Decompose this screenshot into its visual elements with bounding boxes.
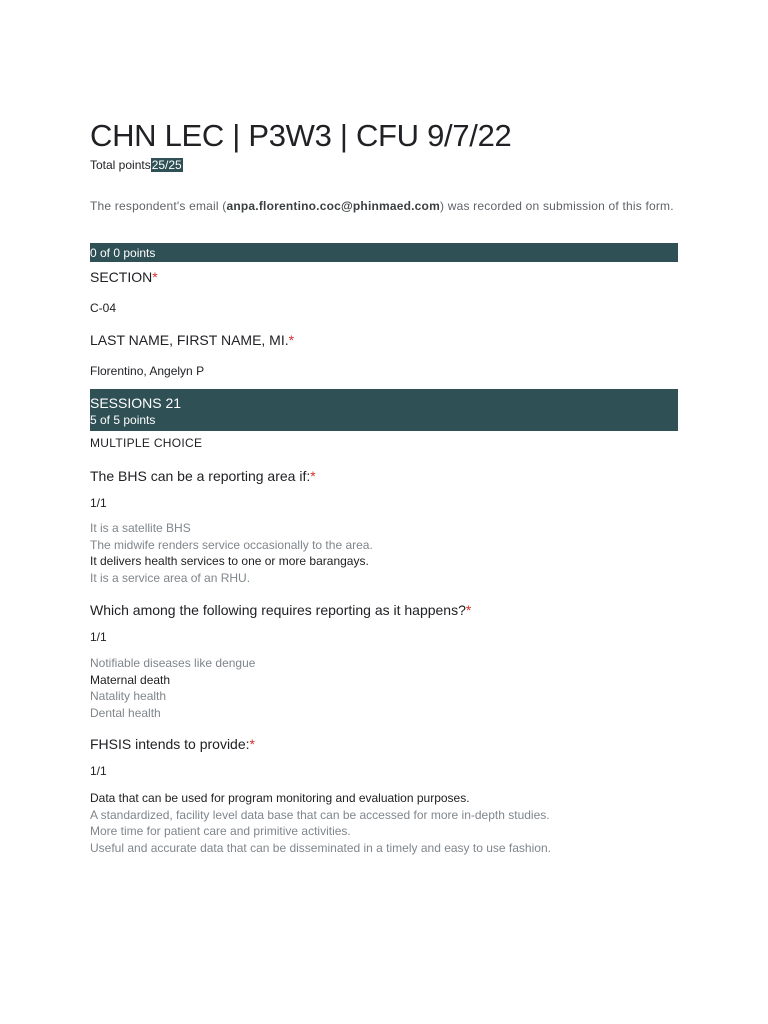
question-2-options xyxy=(90,655,255,721)
question-3-score: 1/1 xyxy=(90,764,107,778)
section2-points: 5 of 5 points xyxy=(90,413,156,427)
option-2b-selected: Maternal death xyxy=(90,672,171,687)
question-3-text: FHSIS intends to provide:* xyxy=(90,736,255,752)
question-2-score: 1/1 xyxy=(90,630,107,644)
option-1c-selected: It delivers health services to one or more barangays. xyxy=(90,554,369,569)
option-2c: Natality health xyxy=(90,689,167,704)
option-3c: More time for patient care and primitive activities. xyxy=(90,824,351,839)
field-name-label: LAST NAME, FIRST NAME, MI.* xyxy=(90,332,295,348)
email-notice xyxy=(90,196,680,216)
option-1d: It is a service area of an RHU. xyxy=(90,570,251,585)
required-marker: * xyxy=(288,332,295,348)
section1-header xyxy=(90,243,678,262)
field-section-label: SECTION* xyxy=(90,269,158,285)
question-1-score: 1/1 xyxy=(90,496,107,510)
option-3b: A standardized, facility level data base that can be accessed for more in-depth studies. xyxy=(90,807,550,822)
question-1-text: The BHS can be a reporting area if:* xyxy=(90,468,316,484)
required-marker: * xyxy=(249,736,255,752)
section2-header xyxy=(90,389,678,431)
option-1a: It is a satellite BHS xyxy=(90,521,191,535)
required-marker: * xyxy=(152,269,158,285)
option-3a-selected: Data that can be used for program monitoring and evaluation purposes. xyxy=(90,791,470,805)
section2-title: SESSIONS 21 xyxy=(90,395,182,411)
question-1-options xyxy=(90,520,373,586)
option-1b: The midwife renders service occasionally to the area. xyxy=(90,537,373,552)
question-2-text: Which among the following requires reporting as it happens?* xyxy=(90,602,472,618)
question-3-options xyxy=(90,790,551,856)
respondent-email: anpa.florentino.coc@phinmaed.com xyxy=(226,199,440,213)
form-title: CHN LEC | P3W3 | CFU 9/7/22 xyxy=(90,118,512,153)
field-section-answer: C-04 xyxy=(90,301,117,315)
section1-points: 0 of 0 points xyxy=(90,246,156,260)
option-2a: Notifiable diseases like dengue xyxy=(90,656,256,670)
required-marker: * xyxy=(465,602,472,618)
total-points-label: Total points xyxy=(90,158,151,172)
email-notice-suffix: ) was recorded on submission of this form. xyxy=(439,199,674,213)
total-points xyxy=(90,158,183,172)
multiple-choice-label: MULTIPLE CHOICE xyxy=(90,436,203,450)
option-2d: Dental health xyxy=(90,705,161,720)
email-notice-prefix: The respondent's email ( xyxy=(90,199,227,213)
field-name-answer: Florentino, Angelyn P xyxy=(90,364,205,378)
required-marker: * xyxy=(310,468,316,484)
option-3d: Useful and accurate data that can be disseminated in a timely and easy to use fashion. xyxy=(90,840,551,855)
total-score-badge: 25/25 xyxy=(151,158,182,172)
